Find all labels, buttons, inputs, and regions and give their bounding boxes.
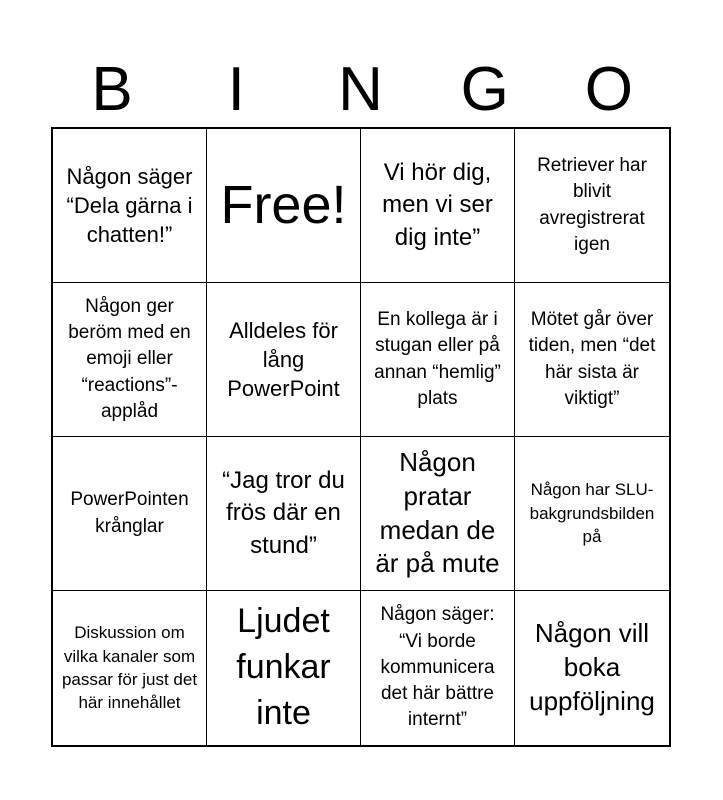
bingo-cell[interactable] — [207, 591, 361, 745]
header-letter-i: I — [227, 55, 245, 124]
cell-text: En kollega är i stugan eller på annan “hemlig” plats — [374, 309, 501, 409]
bingo-cell[interactable] — [361, 591, 515, 745]
header-letter-g: G — [460, 55, 509, 124]
cell-text: Någon har SLU-bakgrundsbilden på — [529, 480, 655, 547]
bingo-header — [50, 52, 671, 128]
bingo-cell[interactable] — [515, 283, 669, 437]
bingo-cell[interactable] — [53, 283, 207, 437]
header-letter-o: O — [584, 55, 633, 124]
bingo-cell[interactable] — [515, 129, 669, 283]
cell-text: Någon ger beröm med en emoji eller “reactions”-applåd — [68, 295, 191, 422]
bingo-cell[interactable] — [361, 129, 515, 283]
cell-text: Alldeles för lång PowerPoint — [227, 317, 340, 402]
cell-text: Mötet går över tiden, men “det här sista är viktigt” — [528, 309, 656, 409]
bingo-cell[interactable] — [53, 591, 207, 745]
bingo-cell[interactable] — [515, 437, 669, 591]
cell-text: Vi hör dig, men vi ser dig inte” — [382, 158, 493, 251]
bingo-cell[interactable] — [207, 437, 361, 591]
cell-text: Diskussion om vilka kanaler som passar för just det här innehållet — [61, 623, 198, 713]
bingo-cell[interactable] — [53, 129, 207, 283]
bingo-cell[interactable] — [361, 283, 515, 437]
cell-text: Någon pratar medan de är på mute — [375, 446, 500, 579]
bingo-cell[interactable] — [53, 437, 207, 591]
cell-text: Free! — [220, 174, 347, 235]
bingo-cell[interactable] — [515, 591, 669, 745]
header-letter-n: N — [338, 55, 383, 124]
bingo-cell[interactable] — [207, 283, 361, 437]
header-letter-b: B — [91, 55, 133, 124]
cell-text: Ljudet funkar inte — [236, 602, 331, 732]
cell-text: Retriever har blivit avregistrerat igen — [537, 155, 647, 255]
cell-text: Någon säger: “Vi borde kommunicera det här bättre internt” — [380, 604, 495, 731]
cell-text: PowerPointen krånglar — [70, 489, 189, 537]
cell-text: “Jag tror du frös där en stund” — [222, 466, 345, 559]
cell-text: Någon vill boka uppföljning — [529, 618, 655, 716]
cell-text: Någon säger “Dela gärna i chatten!” — [66, 163, 193, 248]
bingo-cell[interactable] — [361, 437, 515, 591]
free-cell[interactable] — [207, 129, 361, 283]
bingo-board — [51, 127, 671, 747]
